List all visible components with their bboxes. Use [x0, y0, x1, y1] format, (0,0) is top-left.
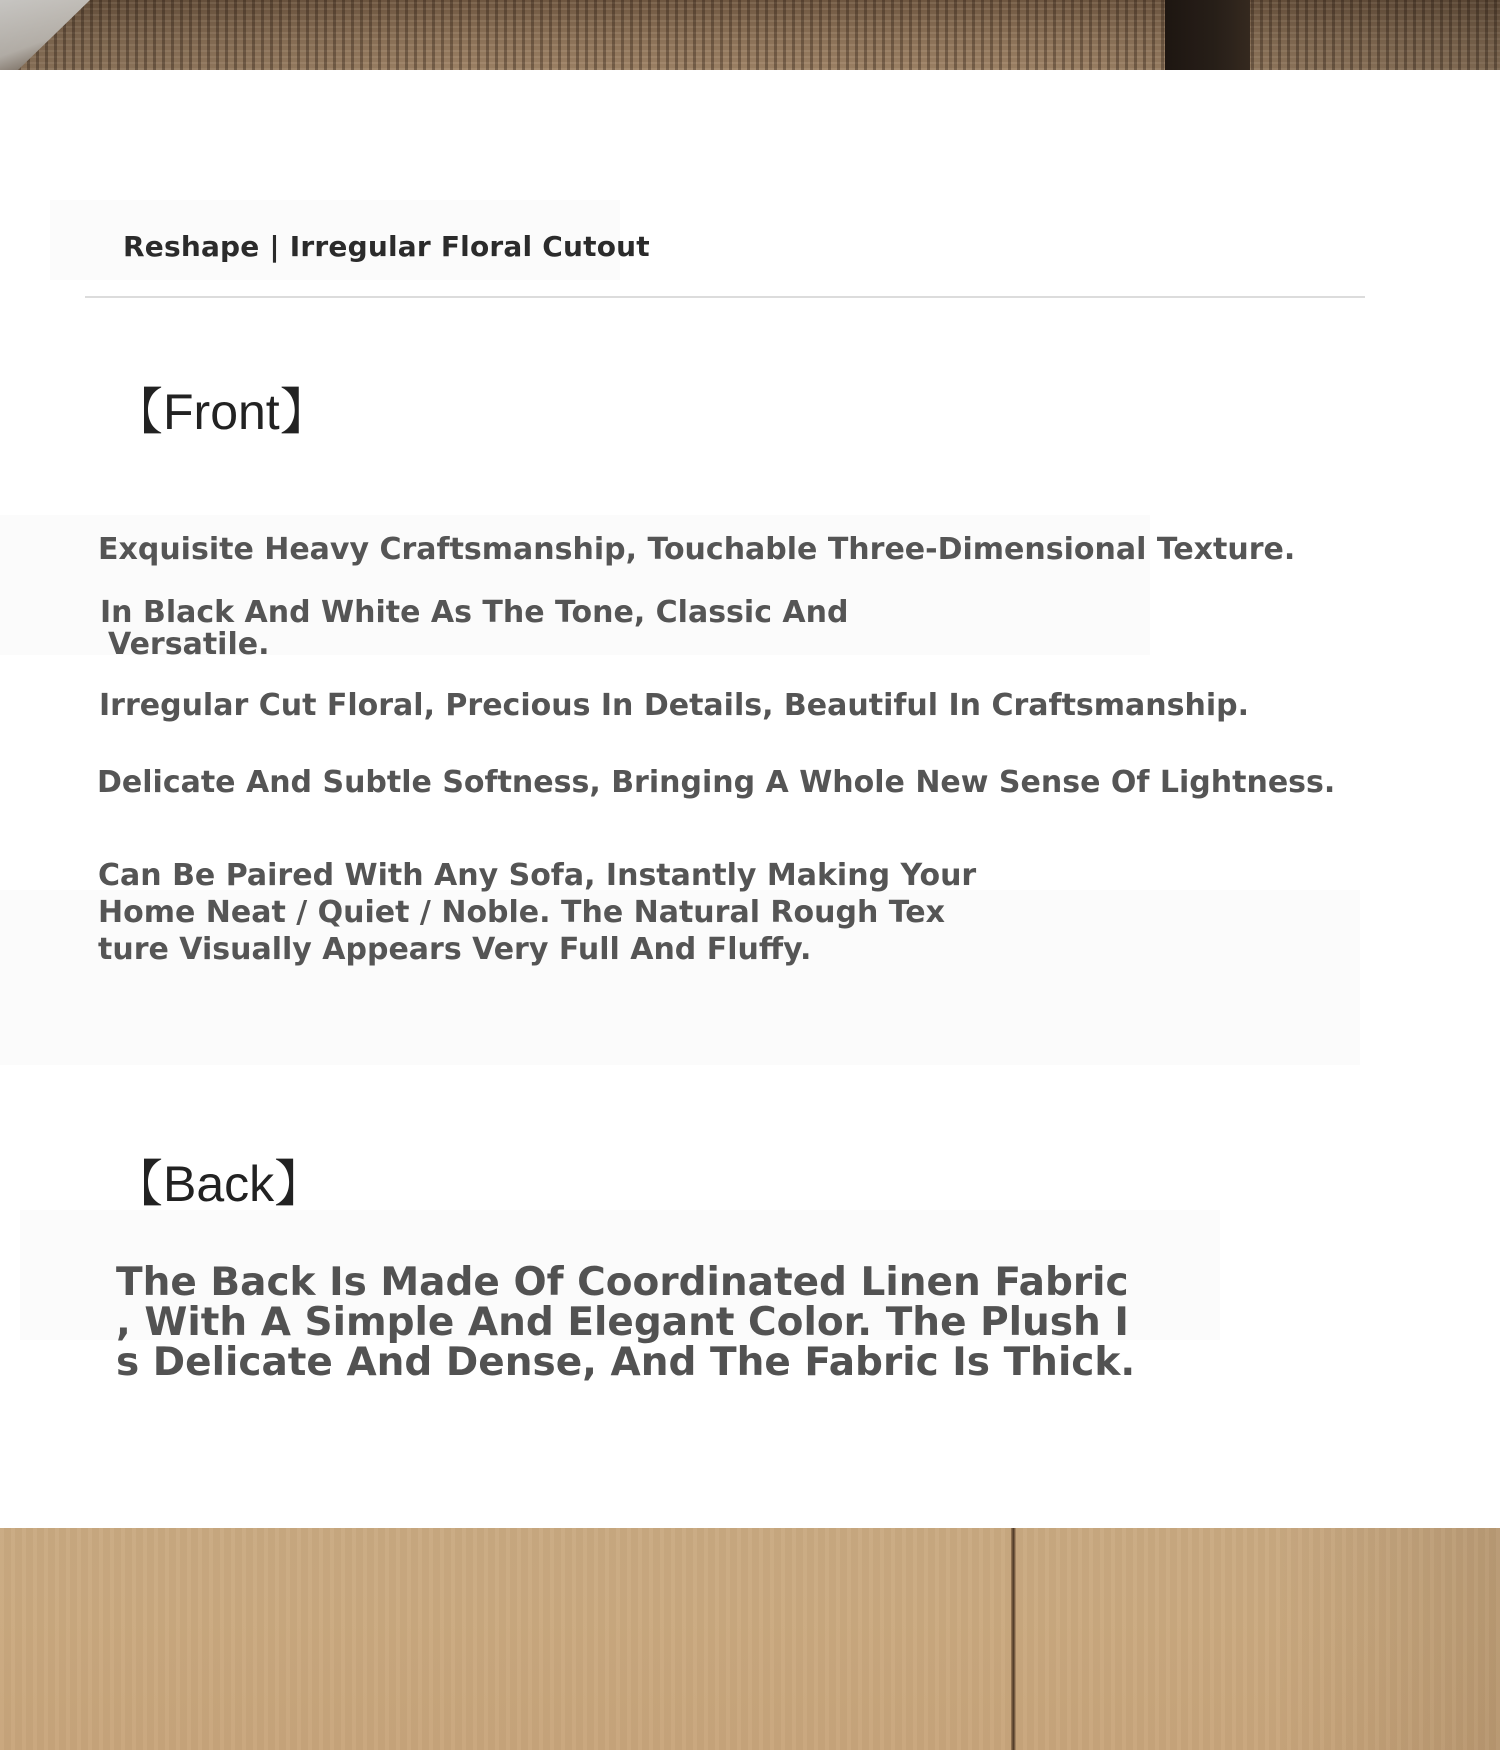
top-product-photo: [0, 0, 1500, 70]
back-description: [116, 1260, 1136, 1385]
feature-softness: Delicate And Subtle Softness, Bringing A Whole New Sense Of Lightness.: [97, 765, 1336, 800]
feature-floral-cut: Irregular Cut Floral, Precious In Details, Beautiful In Craftsmanship.: [99, 688, 1250, 723]
product-detail-content: [0, 70, 1500, 1528]
feature-craftsmanship: Exquisite Heavy Craftsmanship, Touchable Three-Dimensional Texture.: [98, 532, 1296, 567]
back-description-line: s Delicate And Dense, And The Fabric Is Thick.: [116, 1340, 1136, 1385]
front-heading: 【Front】: [113, 384, 330, 440]
back-description-line: , With A Simple And Elegant Color. The Plush I: [116, 1300, 1129, 1345]
title-divider: [85, 296, 1365, 298]
pairing-line: Can Be Paired With Any Sofa, Instantly Making Your: [98, 858, 977, 893]
page-title: Reshape | Irregular Floral Cutout: [123, 230, 650, 263]
back-description-line: The Back Is Made Of Coordinated Linen Fabric: [116, 1260, 1129, 1305]
pairing-paragraph: [98, 857, 976, 968]
pairing-line: Home Neat / Quiet / Noble. The Natural Rough Tex: [98, 895, 945, 930]
back-heading: 【Back】: [113, 1156, 325, 1212]
cushion-seam: [1011, 1528, 1016, 1750]
feature-tone: In Black And White As The Tone, Classic And: [100, 595, 849, 630]
bottom-product-photo: [0, 1528, 1500, 1750]
pairing-line: ture Visually Appears Very Full And Fluffy.: [98, 932, 812, 967]
feature-tone-continued: Versatile.: [108, 627, 270, 662]
